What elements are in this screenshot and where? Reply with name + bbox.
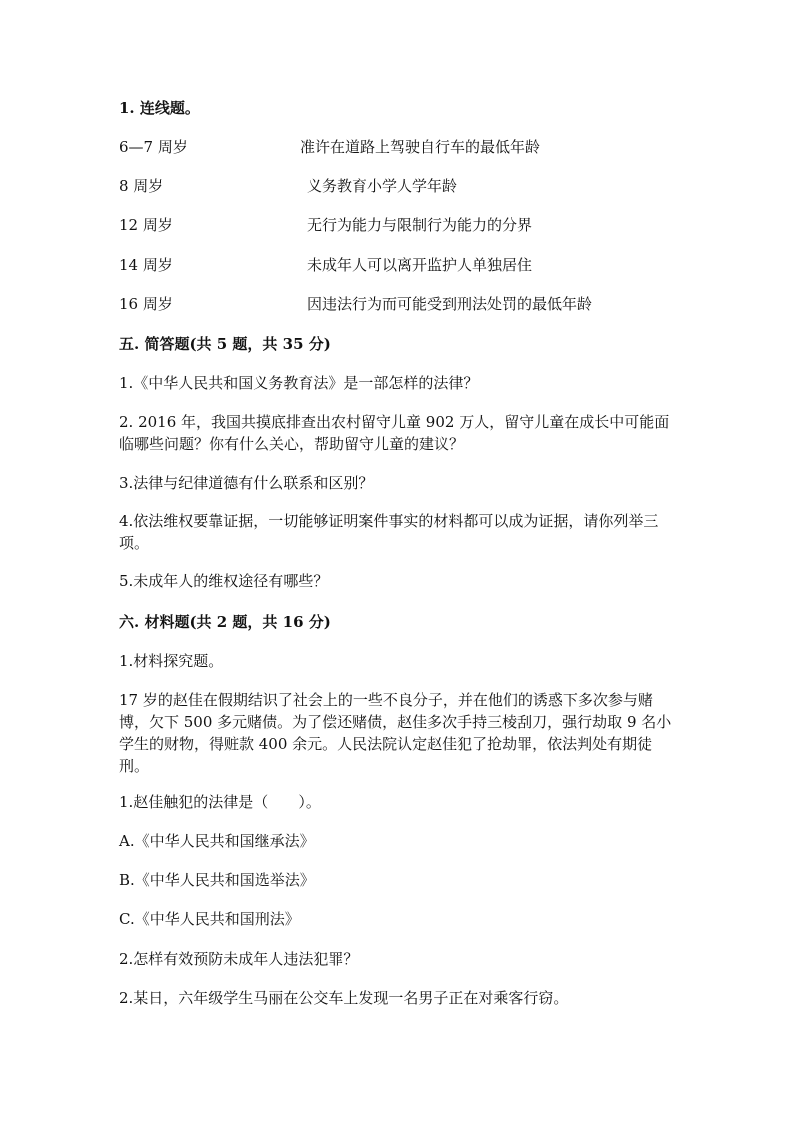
matching-left-5: 16 周岁	[119, 295, 173, 313]
section-6-title: 六. 材料题(共 2 题，共 16 分)	[119, 613, 331, 631]
matching-left-4: 14 周岁	[119, 256, 173, 274]
matching-left-1: 6—7 周岁	[119, 138, 188, 156]
section-6-question-1-title: 1.材料探究题。	[119, 652, 224, 670]
section-6-sub-question-2: 2.怎样有效预防未成年人违法犯罪？	[119, 950, 359, 968]
option-c: C.《中华人民共和国刑法》	[119, 910, 300, 928]
section-5-item-1: 1.《中华人民共和国义务教育法》是一部怎样的法律？	[119, 374, 479, 392]
section-5-title: 五. 简答题(共 5 题，共 35 分)	[119, 335, 331, 353]
section-6-question-2-title: 2.某日，六年级学生马丽在公交车上发现一名男子正在对乘客行窃。	[119, 989, 569, 1007]
option-a: A.《中华人民共和国继承法》	[119, 832, 315, 850]
matching-right-2: 义务教育小学人学年龄	[307, 177, 458, 195]
question-1-title: 1. 连线题。	[119, 99, 200, 117]
section-6-sub-question-1: 1.赵佳触犯的法律是（ ）。	[119, 793, 321, 811]
matching-left-2: 8 周岁	[119, 177, 164, 195]
section-5-item-4: 4.依法维权要靠证据，一切能够证明案件事实的材料都可以成为证据，请你列举三项。	[119, 512, 659, 552]
option-b: B.《中华人民共和国选举法》	[119, 871, 315, 889]
matching-right-1: 准许在道路上驾驶自行车的最低年龄	[300, 138, 541, 156]
section-5-item-2: 2. 2016 年，我国共摸底排查出农村留守儿童 902 万人，留守儿童在成长中可能面临哪些问题？你有什么关心，帮助留守儿童的建议？	[119, 413, 670, 453]
matching-right-3: 无行为能力与限制行为能力的分界	[307, 216, 533, 234]
matching-right-5: 因违法行为而可能受到刑法处罚的最低年龄	[307, 295, 593, 313]
matching-left-3: 12 周岁	[119, 216, 173, 234]
section-5-item-3: 3.法律与纪律道德有什么联系和区别？	[119, 474, 374, 492]
section-5-item-5: 5.未成年人的维权途径有哪些？	[119, 572, 329, 590]
matching-right-4: 未成年人可以离开监护人单独居住	[307, 256, 533, 274]
section-6-material: 17 岁的赵佳在假期结识了社会上的一些不良分子，并在他们的诱惑下多次参与赌博，欠下 500 多元赌债。为了偿还赌债，赵佳多次手持三棱刮刀，强行劫取 9 名小学生的财物，得赃款 400 余元。人民法院认定赵佳犯了抢劫罪，依法判处有期徒刑。	[119, 691, 672, 775]
